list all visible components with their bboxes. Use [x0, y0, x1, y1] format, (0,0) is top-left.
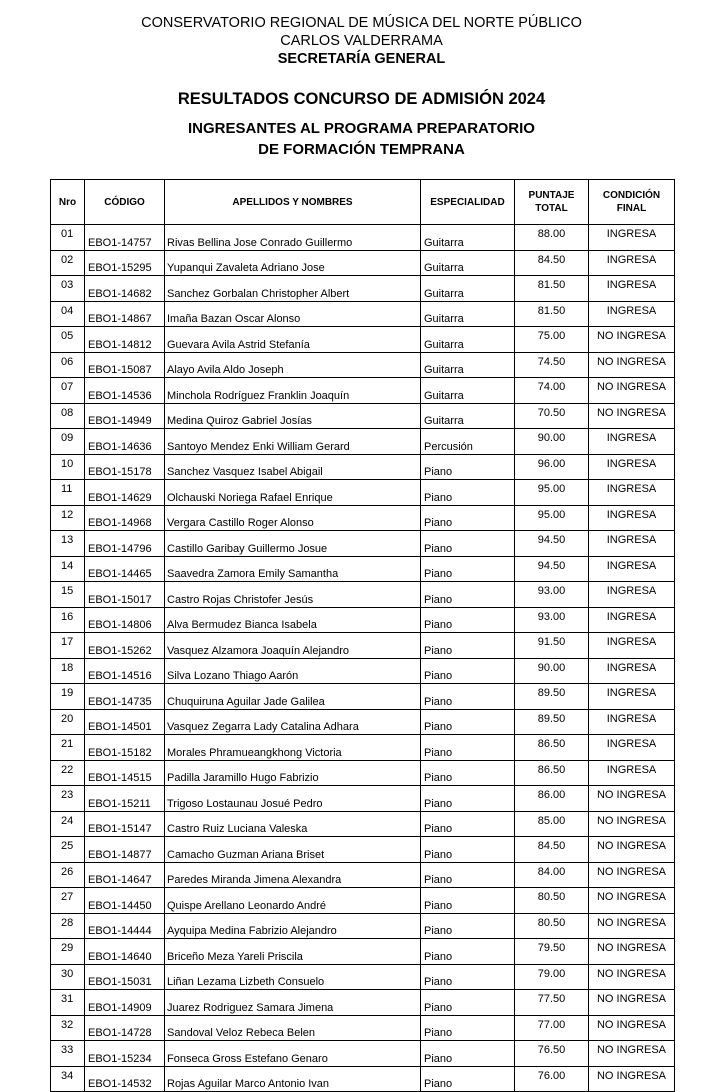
cell-puntaje: 79.00: [515, 964, 589, 990]
cell-puntaje: 80.50: [515, 888, 589, 914]
cell-condicion: INGRESA: [589, 505, 675, 531]
cell-codigo: EBO1-14867: [85, 301, 165, 327]
cell-nombre: Saavedra Zamora Emily Samantha: [165, 556, 421, 582]
cell-codigo: EBO1-15017: [85, 582, 165, 608]
cell-especialidad: Piano: [421, 658, 515, 684]
cell-nro: 25: [51, 837, 85, 863]
cell-puntaje: 74.50: [515, 352, 589, 378]
cell-codigo: EBO1-15087: [85, 352, 165, 378]
cell-condicion: NO INGRESA: [589, 964, 675, 990]
cell-especialidad: Piano: [421, 709, 515, 735]
cell-nombre: Alayo Avila Aldo Joseph: [165, 352, 421, 378]
cell-condicion: INGRESA: [589, 760, 675, 786]
cell-condicion: NO INGRESA: [589, 888, 675, 914]
cell-puntaje: 75.00: [515, 327, 589, 353]
cell-nro: 21: [51, 735, 85, 761]
cell-especialidad: Piano: [421, 505, 515, 531]
cell-condicion: INGRESA: [589, 633, 675, 659]
cell-condicion: NO INGRESA: [589, 1041, 675, 1067]
cell-nro: 12: [51, 505, 85, 531]
cell-condicion: NO INGRESA: [589, 1015, 675, 1041]
header-condicion-line1: CONDICIÓN: [602, 190, 661, 201]
table-row: [51, 939, 675, 965]
cell-nombre: Ayquipa Medina Fabrizio Alejandro: [165, 913, 421, 939]
cell-nombre: Juarez Rodriguez Samara Jimena: [165, 990, 421, 1016]
header-nro: Nro: [51, 180, 85, 225]
cell-nombre: Castro Ruiz Luciana Valeska: [165, 811, 421, 837]
cell-nombre: Imaña Bazan Oscar Alonso: [165, 301, 421, 327]
cell-condicion: INGRESA: [589, 607, 675, 633]
cell-especialidad: Piano: [421, 811, 515, 837]
cell-nro: 33: [51, 1041, 85, 1067]
table-row: [51, 837, 675, 863]
cell-especialidad: Guitarra: [421, 225, 515, 251]
table-row: [51, 735, 675, 761]
cell-nombre: Vasquez Zegarra Lady Catalina Adhara: [165, 709, 421, 735]
header-puntaje-line2: TOTAL: [535, 203, 568, 214]
cell-nro: 03: [51, 276, 85, 302]
cell-nro: 28: [51, 913, 85, 939]
table-row: [51, 709, 675, 735]
cell-puntaje: 93.00: [515, 582, 589, 608]
table-row: [51, 403, 675, 429]
table-row: [51, 480, 675, 506]
cell-especialidad: Guitarra: [421, 301, 515, 327]
office-name: SECRETARÍA GENERAL: [277, 51, 446, 67]
cell-nro: 31: [51, 990, 85, 1016]
cell-puntaje: 94.50: [515, 531, 589, 557]
table-row: [51, 607, 675, 633]
cell-codigo: EBO1-15147: [85, 811, 165, 837]
cell-codigo: EBO1-14968: [85, 505, 165, 531]
cell-especialidad: Piano: [421, 1041, 515, 1067]
cell-nro: 14: [51, 556, 85, 582]
cell-nombre: Briceño Meza Yareli Priscila: [165, 939, 421, 965]
cell-codigo: EBO1-14647: [85, 862, 165, 888]
cell-nro: 07: [51, 378, 85, 404]
table-row: [51, 990, 675, 1016]
cell-especialidad: Piano: [421, 913, 515, 939]
table-row: [51, 1015, 675, 1041]
cell-puntaje: 94.50: [515, 556, 589, 582]
cell-condicion: INGRESA: [589, 582, 675, 608]
cell-puntaje: 95.00: [515, 505, 589, 531]
cell-especialidad: Guitarra: [421, 276, 515, 302]
cell-nombre: Vergara Castillo Roger Alonso: [165, 505, 421, 531]
cell-puntaje: 89.50: [515, 709, 589, 735]
cell-especialidad: Piano: [421, 939, 515, 965]
cell-nro: 26: [51, 862, 85, 888]
cell-codigo: EBO1-14515: [85, 760, 165, 786]
cell-nombre: Fonseca Gross Estefano Genaro: [165, 1041, 421, 1067]
cell-condicion: INGRESA: [589, 454, 675, 480]
cell-condicion: INGRESA: [589, 531, 675, 557]
cell-nro: 13: [51, 531, 85, 557]
cell-puntaje: 76.00: [515, 1066, 589, 1092]
cell-nro: 16: [51, 607, 85, 633]
cell-especialidad: Piano: [421, 735, 515, 761]
cell-condicion: NO INGRESA: [589, 378, 675, 404]
cell-codigo: EBO1-14536: [85, 378, 165, 404]
cell-especialidad: Piano: [421, 862, 515, 888]
cell-especialidad: Piano: [421, 531, 515, 557]
cell-especialidad: Piano: [421, 760, 515, 786]
table-row: [51, 250, 675, 276]
cell-nro: 32: [51, 1015, 85, 1041]
cell-condicion: INGRESA: [589, 250, 675, 276]
cell-nro: 04: [51, 301, 85, 327]
cell-especialidad: Guitarra: [421, 378, 515, 404]
cell-especialidad: Guitarra: [421, 352, 515, 378]
document-subtitle-line2: DE FORMACIÓN TEMPRANA: [258, 141, 465, 158]
cell-nro: 08: [51, 403, 85, 429]
cell-nombre: Alva Bermudez Bianca Isabela: [165, 607, 421, 633]
cell-puntaje: 96.00: [515, 454, 589, 480]
cell-nro: 15: [51, 582, 85, 608]
cell-condicion: INGRESA: [589, 276, 675, 302]
institution-name-line2: CARLOS VALDERRAMA: [280, 33, 443, 49]
cell-codigo: EBO1-14501: [85, 709, 165, 735]
cell-codigo: EBO1-15031: [85, 964, 165, 990]
table-row: [51, 633, 675, 659]
cell-codigo: EBO1-14728: [85, 1015, 165, 1041]
cell-puntaje: 74.00: [515, 378, 589, 404]
cell-codigo: EBO1-14735: [85, 684, 165, 710]
cell-nombre: Yupanqui Zavaleta Adriano Jose: [165, 250, 421, 276]
cell-nombre: Camacho Guzman Ariana Briset: [165, 837, 421, 863]
table-header-row: [51, 180, 675, 225]
cell-especialidad: Piano: [421, 454, 515, 480]
cell-especialidad: Guitarra: [421, 250, 515, 276]
cell-nombre: Chuquiruna Aguilar Jade Galilea: [165, 684, 421, 710]
table-row: [51, 556, 675, 582]
cell-codigo: EBO1-14682: [85, 276, 165, 302]
cell-nombre: Castro Rojas Christofer Jesús: [165, 582, 421, 608]
table-row: [51, 888, 675, 914]
cell-especialidad: Piano: [421, 786, 515, 812]
cell-especialidad: Piano: [421, 1066, 515, 1092]
table-row: [51, 429, 675, 455]
cell-nro: 27: [51, 888, 85, 914]
cell-puntaje: 91.50: [515, 633, 589, 659]
cell-nombre: Silva Lozano Thiago Aarón: [165, 658, 421, 684]
cell-nombre: Quispe Arellano Leonardo André: [165, 888, 421, 914]
table-row: [51, 1041, 675, 1067]
cell-codigo: EBO1-14636: [85, 429, 165, 455]
cell-codigo: EBO1-15234: [85, 1041, 165, 1067]
cell-especialidad: Guitarra: [421, 327, 515, 353]
cell-condicion: NO INGRESA: [589, 811, 675, 837]
table-row: [51, 327, 675, 353]
table-row: [51, 276, 675, 302]
table-row: [51, 913, 675, 939]
cell-codigo: EBO1-14877: [85, 837, 165, 863]
cell-codigo: EBO1-14909: [85, 990, 165, 1016]
cell-codigo: EBO1-15178: [85, 454, 165, 480]
cell-puntaje: 70.50: [515, 403, 589, 429]
cell-codigo: EBO1-15295: [85, 250, 165, 276]
cell-condicion: INGRESA: [589, 480, 675, 506]
cell-puntaje: 77.00: [515, 1015, 589, 1041]
cell-puntaje: 81.50: [515, 276, 589, 302]
cell-codigo: EBO1-14949: [85, 403, 165, 429]
cell-especialidad: Piano: [421, 888, 515, 914]
cell-nro: 02: [51, 250, 85, 276]
cell-nro: 19: [51, 684, 85, 710]
cell-condicion: INGRESA: [589, 225, 675, 251]
cell-especialidad: Piano: [421, 990, 515, 1016]
cell-puntaje: 88.00: [515, 225, 589, 251]
document-title: RESULTADOS CONCURSO DE ADMISIÓN 2024: [177, 90, 546, 108]
table-row: [51, 658, 675, 684]
table-row: [51, 684, 675, 710]
cell-condicion: INGRESA: [589, 658, 675, 684]
cell-nro: 09: [51, 429, 85, 455]
table-row: [51, 811, 675, 837]
cell-especialidad: Piano: [421, 607, 515, 633]
cell-condicion: NO INGRESA: [589, 403, 675, 429]
table-row: [51, 862, 675, 888]
cell-nro: 11: [51, 480, 85, 506]
cell-puntaje: 90.00: [515, 658, 589, 684]
cell-condicion: INGRESA: [589, 556, 675, 582]
cell-condicion: INGRESA: [589, 735, 675, 761]
header-nombres: APELLIDOS Y NOMBRES: [165, 180, 421, 225]
cell-nro: 22: [51, 760, 85, 786]
cell-nro: 29: [51, 939, 85, 965]
cell-especialidad: Percusión: [421, 429, 515, 455]
table-row: [51, 582, 675, 608]
cell-nro: 10: [51, 454, 85, 480]
cell-puntaje: 81.50: [515, 301, 589, 327]
cell-condicion: NO INGRESA: [589, 1066, 675, 1092]
table-row: [51, 531, 675, 557]
cell-especialidad: Piano: [421, 633, 515, 659]
document-subtitle: INGRESANTES AL PROGRAMA PREPARATORIO: [188, 120, 535, 137]
cell-especialidad: Guitarra: [421, 403, 515, 429]
cell-condicion: NO INGRESA: [589, 352, 675, 378]
cell-puntaje: 95.00: [515, 480, 589, 506]
cell-condicion: INGRESA: [589, 709, 675, 735]
cell-codigo: EBO1-14796: [85, 531, 165, 557]
cell-nombre: Castillo Garibay Guillermo Josue: [165, 531, 421, 557]
cell-nombre: Medina Quiroz Gabriel Josías: [165, 403, 421, 429]
table-row: [51, 760, 675, 786]
cell-nombre: Sanchez Gorbalan Christopher Albert: [165, 276, 421, 302]
cell-nombre: Olchauski Noriega Rafael Enrique: [165, 480, 421, 506]
cell-nro: 05: [51, 327, 85, 353]
cell-nombre: Liñan Lezama Lizbeth Consuelo: [165, 964, 421, 990]
cell-nombre: Sandoval Veloz Rebeca Belen: [165, 1015, 421, 1041]
cell-nombre: Paredes Miranda Jimena Alexandra: [165, 862, 421, 888]
cell-codigo: EBO1-14629: [85, 480, 165, 506]
cell-nombre: Minchola Rodríguez Franklin Joaquín: [165, 378, 421, 404]
cell-nro: 20: [51, 709, 85, 735]
cell-condicion: NO INGRESA: [589, 939, 675, 965]
cell-puntaje: 84.50: [515, 250, 589, 276]
cell-condicion: INGRESA: [589, 429, 675, 455]
cell-nombre: Santoyo Mendez Enki William Gerard: [165, 429, 421, 455]
table-row: [51, 454, 675, 480]
cell-puntaje: 89.50: [515, 684, 589, 710]
cell-nro: 18: [51, 658, 85, 684]
cell-codigo: EBO1-14444: [85, 913, 165, 939]
cell-nro: 23: [51, 786, 85, 812]
cell-nro: 24: [51, 811, 85, 837]
cell-especialidad: Piano: [421, 556, 515, 582]
table-row: [51, 964, 675, 990]
cell-condicion: NO INGRESA: [589, 786, 675, 812]
cell-puntaje: 79.50: [515, 939, 589, 965]
cell-puntaje: 86.50: [515, 760, 589, 786]
table-row: [51, 505, 675, 531]
cell-codigo: EBO1-14465: [85, 556, 165, 582]
cell-puntaje: 80.50: [515, 913, 589, 939]
table-row: [51, 1066, 675, 1092]
cell-condicion: NO INGRESA: [589, 913, 675, 939]
cell-condicion: INGRESA: [589, 301, 675, 327]
cell-nombre: Trigoso Lostaunau Josué Pedro: [165, 786, 421, 812]
cell-condicion: NO INGRESA: [589, 327, 675, 353]
cell-codigo: EBO1-15211: [85, 786, 165, 812]
table-row: [51, 225, 675, 251]
header-puntaje: [515, 180, 589, 225]
cell-puntaje: 84.00: [515, 862, 589, 888]
cell-puntaje: 84.50: [515, 837, 589, 863]
header-puntaje-line1: PUNTAJE: [528, 190, 575, 201]
header-especialidad: ESPECIALIDAD: [421, 180, 515, 225]
institution-name: CONSERVATORIO REGIONAL DE MÚSICA DEL NORTE PÚBLICO: [141, 15, 582, 31]
cell-puntaje: 77.50: [515, 990, 589, 1016]
cell-nombre: Sanchez Vasquez Isabel Abigail: [165, 454, 421, 480]
cell-especialidad: Piano: [421, 582, 515, 608]
cell-especialidad: Piano: [421, 480, 515, 506]
cell-puntaje: 86.50: [515, 735, 589, 761]
cell-nro: 34: [51, 1066, 85, 1092]
table-row: [51, 378, 675, 404]
cell-nombre: Morales Phramueangkhong Victoria: [165, 735, 421, 761]
cell-puntaje: 85.00: [515, 811, 589, 837]
cell-codigo: EBO1-14757: [85, 225, 165, 251]
cell-nombre: Rivas Bellina Jose Conrado Guillermo: [165, 225, 421, 251]
cell-condicion: NO INGRESA: [589, 837, 675, 863]
table-row: [51, 301, 675, 327]
cell-condicion: NO INGRESA: [589, 990, 675, 1016]
header-condicion-line2: FINAL: [616, 203, 647, 214]
cell-codigo: EBO1-14806: [85, 607, 165, 633]
cell-puntaje: 93.00: [515, 607, 589, 633]
table-row: [51, 352, 675, 378]
cell-nombre: Rojas Aguilar Marco Antonio Ivan: [165, 1066, 421, 1092]
header-codigo: CÓDIGO: [85, 180, 165, 225]
cell-especialidad: Piano: [421, 837, 515, 863]
cell-nombre: Padilla Jaramillo Hugo Fabrizio: [165, 760, 421, 786]
cell-nro: 01: [51, 225, 85, 251]
cell-nro: 06: [51, 352, 85, 378]
cell-codigo: EBO1-14812: [85, 327, 165, 353]
table-row: [51, 786, 675, 812]
cell-especialidad: Piano: [421, 1015, 515, 1041]
cell-nombre: Vasquez Alzamora Joaquín Alejandro: [165, 633, 421, 659]
cell-codigo: EBO1-15262: [85, 633, 165, 659]
cell-puntaje: 90.00: [515, 429, 589, 455]
header-condicion: [589, 180, 675, 225]
cell-especialidad: Piano: [421, 964, 515, 990]
cell-nro: 30: [51, 964, 85, 990]
results-table: [50, 179, 675, 1092]
cell-codigo: EBO1-14450: [85, 888, 165, 914]
cell-condicion: INGRESA: [589, 684, 675, 710]
cell-condicion: NO INGRESA: [589, 862, 675, 888]
cell-codigo: EBO1-14640: [85, 939, 165, 965]
cell-puntaje: 76.50: [515, 1041, 589, 1067]
cell-especialidad: Piano: [421, 684, 515, 710]
cell-puntaje: 86.00: [515, 786, 589, 812]
cell-codigo: EBO1-14532: [85, 1066, 165, 1092]
cell-codigo: EBO1-14516: [85, 658, 165, 684]
cell-codigo: EBO1-15182: [85, 735, 165, 761]
cell-nro: 17: [51, 633, 85, 659]
cell-nombre: Guevara Avila Astrid Stefanía: [165, 327, 421, 353]
